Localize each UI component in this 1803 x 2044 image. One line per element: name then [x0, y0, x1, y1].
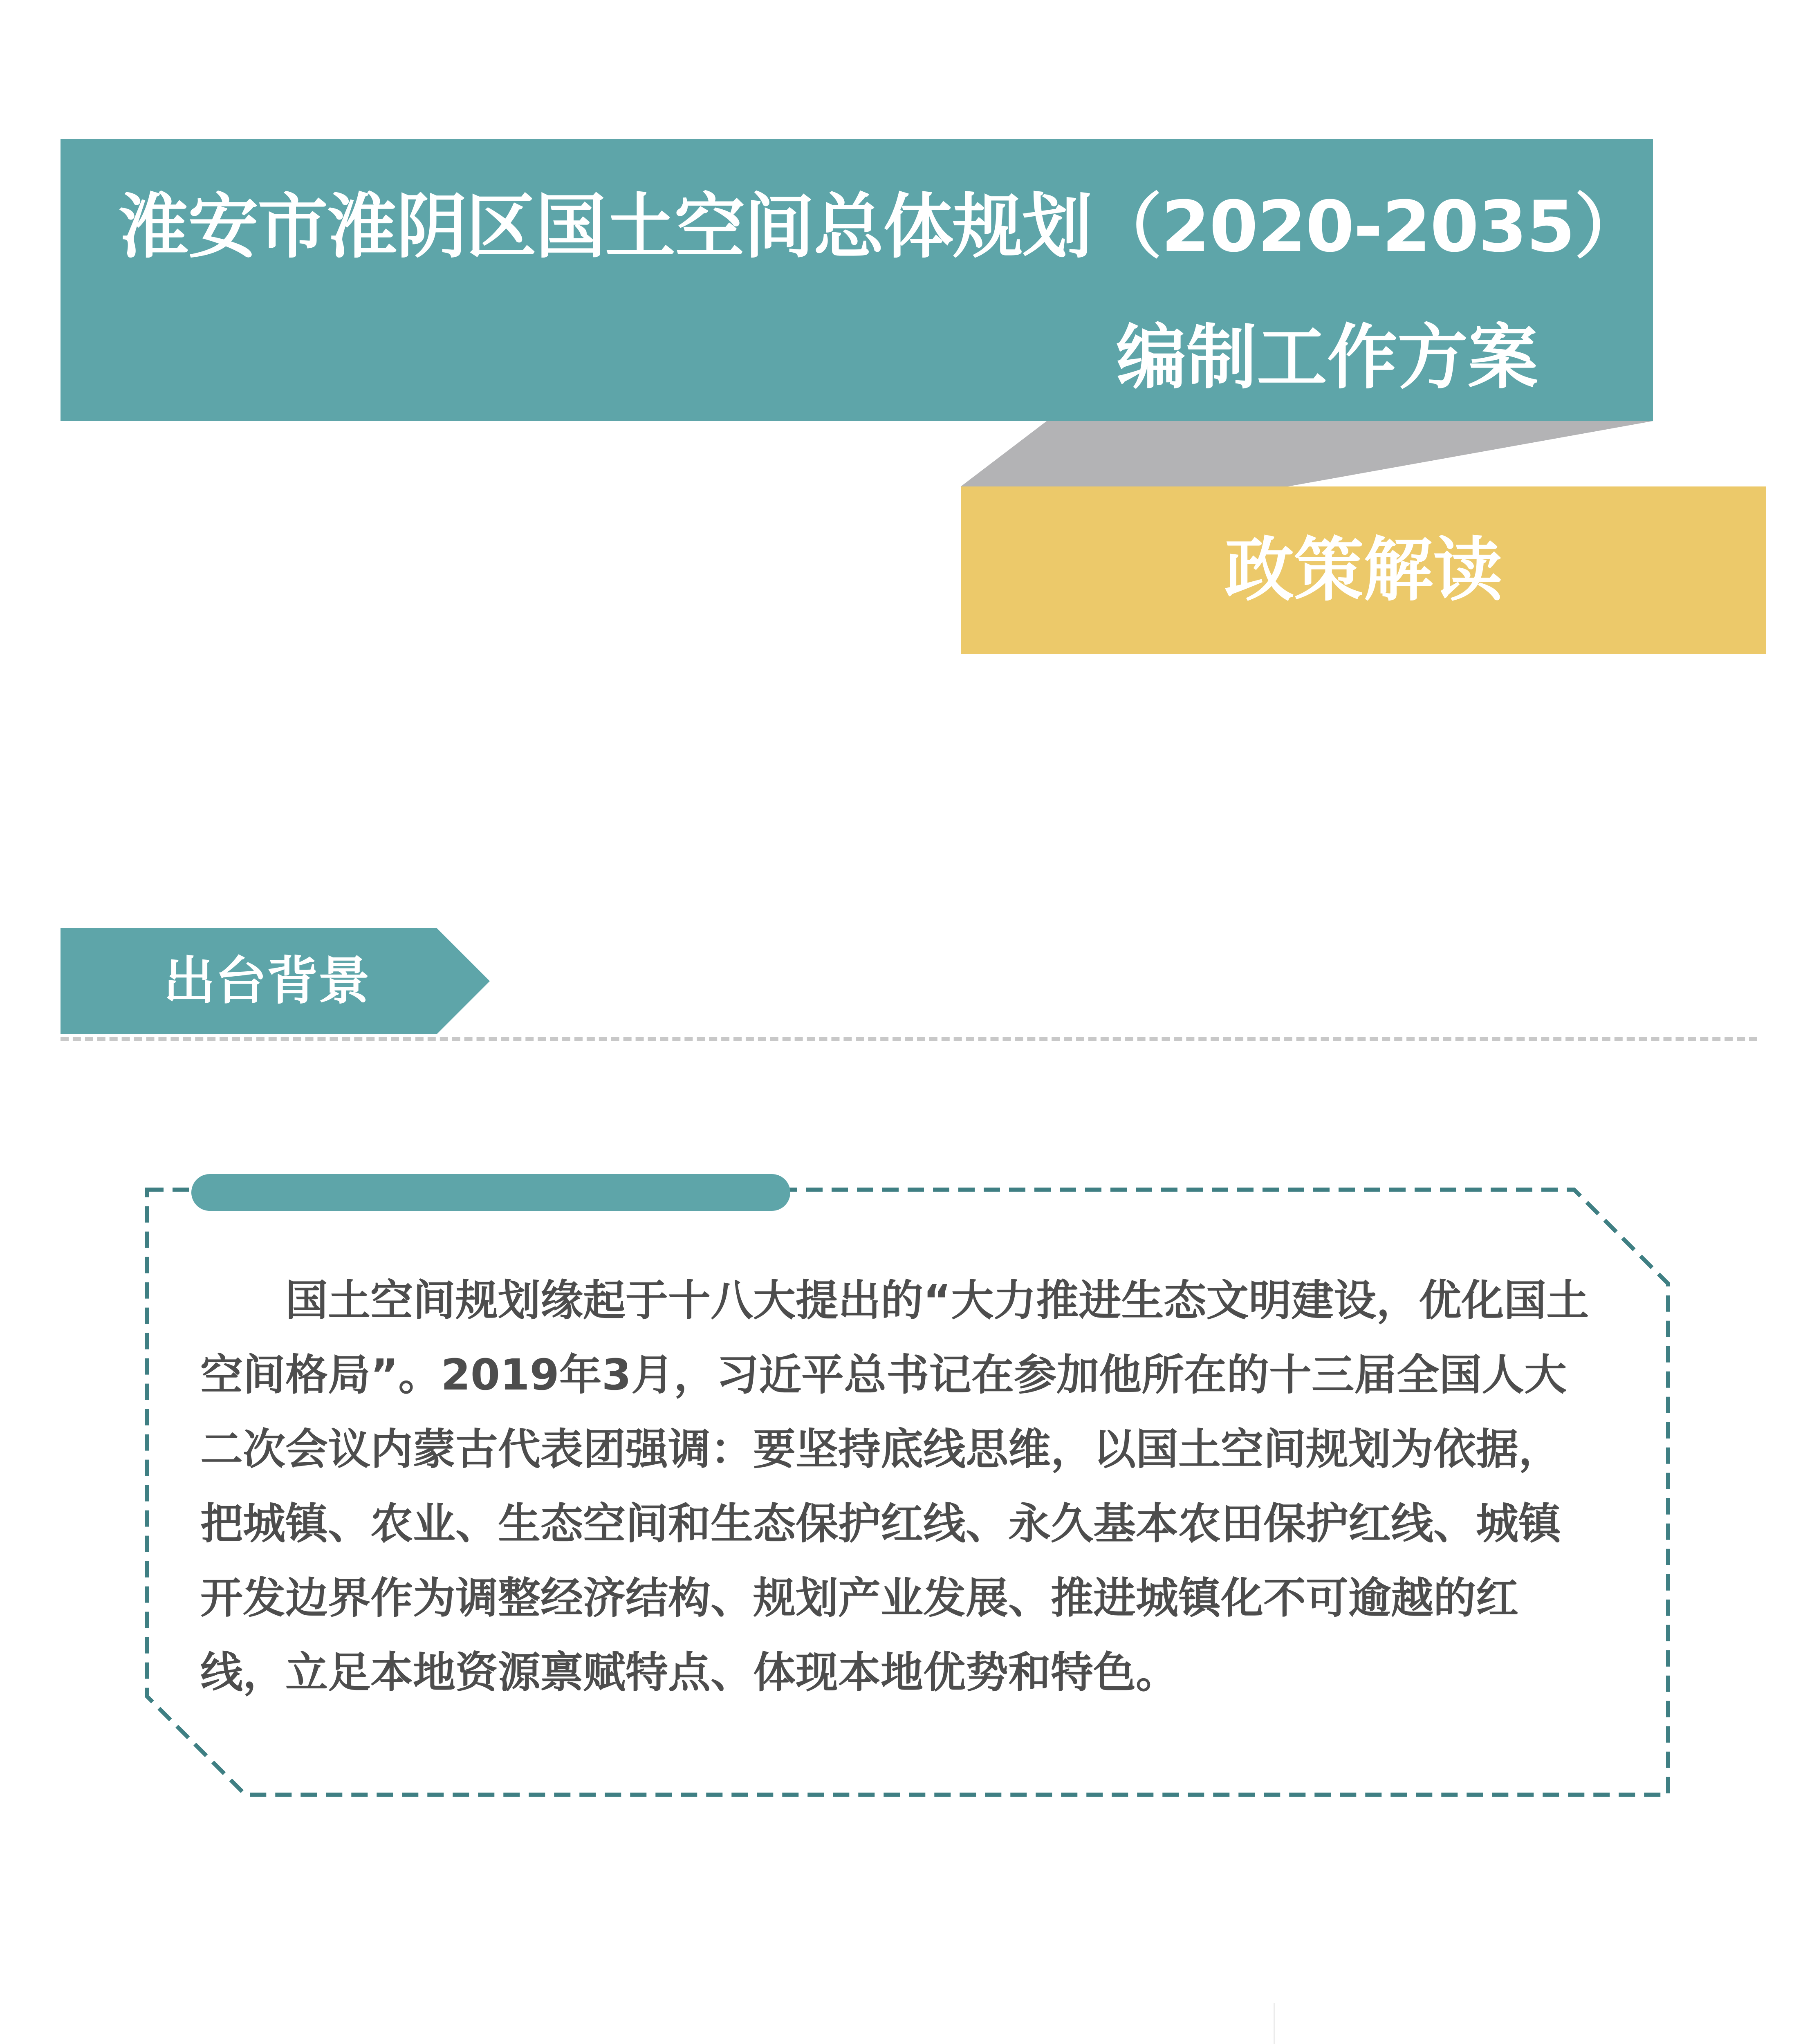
- page-title: 淮安市淮阴区国土空间总体规划（2020-2035）: [119, 186, 1644, 268]
- section-title: 出台背景: [164, 951, 370, 1011]
- background-paragraph: 国土空间规划缘起于十八大提出的“大力推进生态文明建设，优化国土空间格局”。2019年3月，习近平总书记在参加他所在的十三届全国人大二次会议内蒙古代表团强调：要坚持底线思维，以国土空间规划为依据，把城镇、农业、生态空间和生态保护红线、永久基本农田保护红线、城镇开发边界作为调整经济结构、规划产业发展、推进城镇化不可逾越的红线，立足本地资源禀赋特点、体现本地优势和特色。: [200, 1275, 1589, 1697]
- page-title-line2: 编制工作方案: [1116, 316, 1538, 399]
- vertical-divider: [1274, 2003, 1275, 2044]
- subtitle: 政策解读: [1224, 530, 1502, 611]
